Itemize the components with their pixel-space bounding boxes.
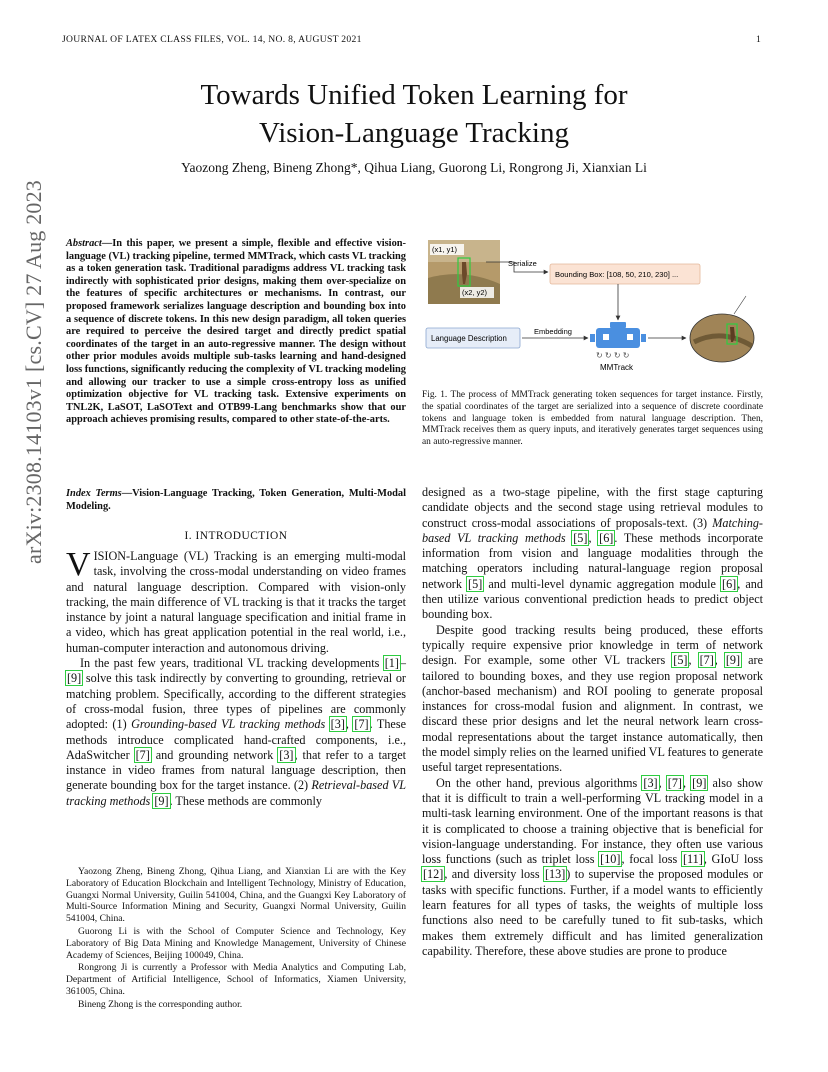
citation-link[interactable]: [5]	[468, 576, 483, 591]
citation-link[interactable]: [9]	[725, 653, 741, 668]
figure-caption: Fig. 1. The process of MMTrack generating token sequences for target instance. Firstly, the spatial coordinates of the target are serialized into a sequence of discrete coordinate tokens and language token is embedded from natural language description. Then, MMTrack receives them as query inputs, and iteratively generates target sequences using an auto-regressive manner.	[422, 390, 763, 448]
citation-link[interactable]: [13]	[544, 867, 566, 882]
citation-link[interactable]: [6]	[599, 530, 614, 545]
footnotes	[66, 866, 406, 1012]
para-text: , and then utilize various conventional prediction heads to predict object bounding box.	[422, 576, 763, 622]
right-paragraph-2: Despite good tracking results being produced, these efforts typically require expensive prior knowledge in term of network design. For example, some other VL trackers [5], [7], [9] are tailored to bounding boxes, and they use region proposal network (anchor-based mechanism) and ROI pooling to generate proposal instances for cross-modal fusion and alignment. In contrast, we discard these prior designs and let the neural network learn cross-modal representations about the target instance automatically, then the model simply relies on the learned unified VL features to generate useful target representations.	[422, 622, 763, 775]
right-paragraph-3: On the other hand, previous algorithms [3], [7], [9] also show that it is difficult to train a well-performing VL tracking model in a multi-task learning environment. One of the important reasons is that it is complicated to choose a training objective that is beneficial for vision-language understanding. For instance, they often use various loss functions (such as triplet loss [10], focal loss [11], GIoU loss [12], and diversity loss [13]) to supervise the proposed modules or tasks with specific functions. Further, if a model wants to efficiently learn features for all types of tasks, the weights of multiple loss functions also need to be carefully tuned to fit sub-tasks, which makes them extremely difficult and has limited generalization capability. Therefore, these above studies are prone to produce	[422, 775, 763, 958]
para-text: solve this task indirectly by converting to grounding, retrieval or matching problem. Specifically, according to the different strategies of cross-modal fusion, three types of pipelines are commonly adopted: (1)	[66, 671, 406, 732]
footnote: Rongrong Ji is currently a Professor with Media Analytics and Computing Lab, Department of Artificial Intelligence, School of Informatics, Xiamen University, 361005, China.	[66, 962, 406, 997]
para-text: , GIoU loss	[703, 852, 763, 867]
abstract	[66, 238, 406, 427]
para-text: On the other hand, previous algorithms	[436, 775, 643, 790]
right-paragraph-1: designed as a two-stage pipeline, with the first stage capturing candidate objects and the second stage using retrieval modules to construct cross-modal associations of proposals-text. (3) Matching-based VL tracking methods [5], [6]. These methods incorporate information from vision and language modalities through the matching operators including natural-language region proposal network [5] and multi-level dynamic aggregation module [6], and then utilize various conventional prediction heads to predict object bounding box.	[422, 485, 763, 622]
running-header: JOURNAL OF LATEX CLASS FILES, VOL. 14, NO. 8, AUGUST 2021	[62, 34, 362, 45]
citation-link[interactable]: [12]	[423, 867, 444, 882]
citation-link[interactable]: [7]	[354, 717, 369, 732]
para-text: , focal loss	[621, 852, 682, 867]
intro-paragraph-2: In the past few years, traditional VL tracking developments [1]–[9] solve this task indirectly by converting to grounding, retrieval or matching problem. Specifically, according to the different strategies of cross-modal fusion, three types of pipelines are commonly adopted: (1) Grounding-based VL tracking methods [3], [7]. These methods introduce complicated hand-crafted components, i.e., AdaSwitcher [7] and grounding network [3], that refer to a target instance in video frames from natural language description, then generate bounding box for the target instance. (2) Retrieval-based VL tracking methods [9]. These methods are commonly	[66, 656, 407, 808]
citation-link[interactable]: [5]	[673, 653, 688, 668]
index-terms-label: Index Terms	[66, 488, 122, 499]
para-text: ISION-Language (VL) Tracking is an emerging multi-modal task, involving the cross-modal understanding on video frames and natural language description. Compared with vision-only tracking, the main difference of VL tracking is that it tracks the target instance by joint a natural language specification and initial frame in a video, which has great application potential in the real world, i.e., human-computer interaction and autonomous driving.	[66, 549, 406, 655]
citation-link[interactable]: [9]	[692, 775, 707, 790]
robot-icon	[590, 322, 646, 360]
para-text: also show that it is difficult to train a well-performing VL tracking model in a multi-task learning environment. One of the important reasons is that it is complicated to choose a training objective that is beneficial for vision-language understanding. For instance, they often use various loss functions (such as triplet loss	[422, 775, 763, 867]
para-text: . These methods are commonly	[169, 793, 322, 808]
drop-cap: V	[66, 546, 91, 583]
citation-link[interactable]: [7]	[667, 775, 682, 790]
para-text: , that refer to a target instance in video frames from natural language description, then generate bounding box for the target instance. (2)	[66, 747, 407, 793]
para-text: , and diversity loss	[444, 867, 544, 882]
citation-link[interactable]: [7]	[135, 747, 150, 762]
para-text: In the past few years, traditional VL tracking developments	[80, 656, 384, 671]
para-text: . These methods introduce complicated hand-crafted components, i.e., AdaSwitcher	[66, 717, 406, 762]
svg-text:↻ ↻ ↻ ↻: ↻ ↻ ↻ ↻	[596, 351, 630, 360]
index-terms	[66, 488, 406, 513]
para-text: and grounding network	[150, 747, 279, 762]
embedding-label: Embedding	[534, 327, 572, 336]
dash: –	[399, 656, 406, 671]
abstract-text: —In this paper, we present a simple, flexible and effective vision-language (VL) tracking pipeline, termed MMTrack, which casts VL tracking as a token generation task. Traditional paradigms address VL tracking task indirectly with sophisticated prior designs, making them over-specialize on the features of specific architectures or mechanisms. In contrast, our proposed framework serializes language description and bounding box into a sequence of discrete tokens. In this new design paradigm, all token queries are required to perceive the desired target and directly predict spatial coordinates of the target in an auto-regressive manner. The design without other prior modules avoids multiple sub-tasks learning and hand-designed loss functions, significantly reducing the complexity of VL tracking modeling and allowing our tracker to use a simple cross-entropy loss as unified optimization objective for VL tracking task. Extensive experiments on TNL2K, LaSOT, LaSOText and OTB99-Lang benchmarks show that our approach achieves promising results, compared to other state-of-the-arts.	[66, 238, 406, 426]
para-text: are tailored to bounding boxes, and they use region proposal network (anchor-based mechanism) and ROI pooling to generate proposal instances for cross-modal fusion and alignment. In contrast, we discard these prior designs and let the neural network learn cross-modal representations about the target instance automatically, then the model simply relies on the learned unified VL features to generate useful target representations.	[422, 653, 763, 775]
emphasis-text: Matching-based VL tracking methods	[422, 515, 763, 545]
title-line-2: Vision-Language Tracking	[259, 117, 569, 149]
para-text: ) to supervise the proposed modules or tasks with specific functions. Further, if a model wants to efficiently learn features for all types of tasks, the weights of multiple loss functions also need to be carefully tuned to fit sub-tasks, which makes them extremely difficult and has limited generalization capability. Therefore, these above studies are prone to produce	[422, 867, 763, 958]
emphasis-text: Grounding-based VL tracking methods	[131, 717, 326, 732]
serialize-label: Serialize	[508, 259, 537, 268]
citation-link[interactable]: [6]	[722, 576, 737, 591]
para-text: and multi-level dynamic aggregation module	[483, 576, 722, 591]
output-frame-image	[690, 314, 754, 362]
language-label: Language Description	[431, 334, 507, 343]
citation-link[interactable]: [7]	[699, 653, 714, 668]
para-text: designed as a two-stage pipeline, with the first stage capturing candidate objects and the second stage using retrieval modules to construct cross-modal associations of proposals-text. (3)	[422, 485, 763, 530]
paper-title	[60, 76, 768, 152]
figure-diagram	[424, 238, 764, 378]
coord-label-bottom: (x2, y2)	[462, 288, 488, 297]
intro-right-column	[422, 485, 763, 959]
arxiv-stamp: arXiv:2308.14103v1 [cs.CV] 27 Aug 2023	[21, 179, 46, 565]
footnote: Bineng Zhong is the corresponding author.	[78, 998, 243, 1010]
figure-1	[424, 238, 764, 378]
footnote: Guorong Li is with the School of Computer Science and Technology, Key Laboratory of Big Data Mining and Knowledge Management, University of Chinese Academy of Sciences, Beijing 100049, China.	[66, 925, 406, 961]
page-number: 1	[756, 34, 761, 45]
para-text: Despite good tracking results being produced, these efforts typically require expensive prior knowledge in term of network design. For example, some other VL trackers	[422, 622, 763, 668]
citation-link[interactable]: [10]	[600, 852, 621, 867]
coord-label-top: (x1, y1)	[432, 245, 458, 254]
citation-link[interactable]: [3]	[279, 747, 294, 762]
section-heading: I. INTRODUCTION	[184, 530, 288, 542]
footnote: Yaozong Zheng, Bineng Zhong, Qihua Liang, and Xianxian Li are with the Key Laboratory of Education Blockchain and Intelligent Technology, Ministry of Education, Guangxi Normal University, Guilin 541004, China, and the Guangxi Key Laboratory of Multi-Source Information Mining and Security, Guangxi Normal University, Guilin 541004, China.	[66, 866, 406, 925]
index-terms-text: —Vision-Language Tracking, Token Generation, Multi-Modal Modeling.	[66, 488, 406, 512]
abstract-label: Abstract	[66, 238, 102, 249]
citation-link[interactable]: [5]	[573, 530, 588, 545]
citation-link[interactable]: [11]	[682, 852, 703, 867]
citation-link[interactable]: [3]	[643, 775, 658, 790]
bbox-token-text: Bounding Box: [108, 50, 210, 230] ...	[555, 270, 679, 279]
title-line-1: Towards Unified Token Learning for	[200, 79, 628, 111]
emphasis-text: Retrieval-based VL tracking methods	[66, 778, 407, 808]
citation-link[interactable]: [1]	[384, 656, 399, 671]
mmtrack-label: MMTrack	[600, 363, 634, 372]
intro-paragraph-1	[66, 546, 406, 656]
citation-link[interactable]: [3]	[330, 717, 345, 732]
citation-link[interactable]: [9]	[67, 671, 82, 686]
para-text: . These methods incorporate information from vision and language modalities through the matching operators including natural-language region proposal network	[422, 530, 763, 591]
author-list: Yaozong Zheng, Bineng Zhong*, Qihua Liang, Guorong Li, Rongrong Ji, Xianxian Li	[181, 160, 647, 175]
intro-left-column	[66, 546, 407, 809]
citation-link[interactable]: [9]	[154, 793, 169, 808]
